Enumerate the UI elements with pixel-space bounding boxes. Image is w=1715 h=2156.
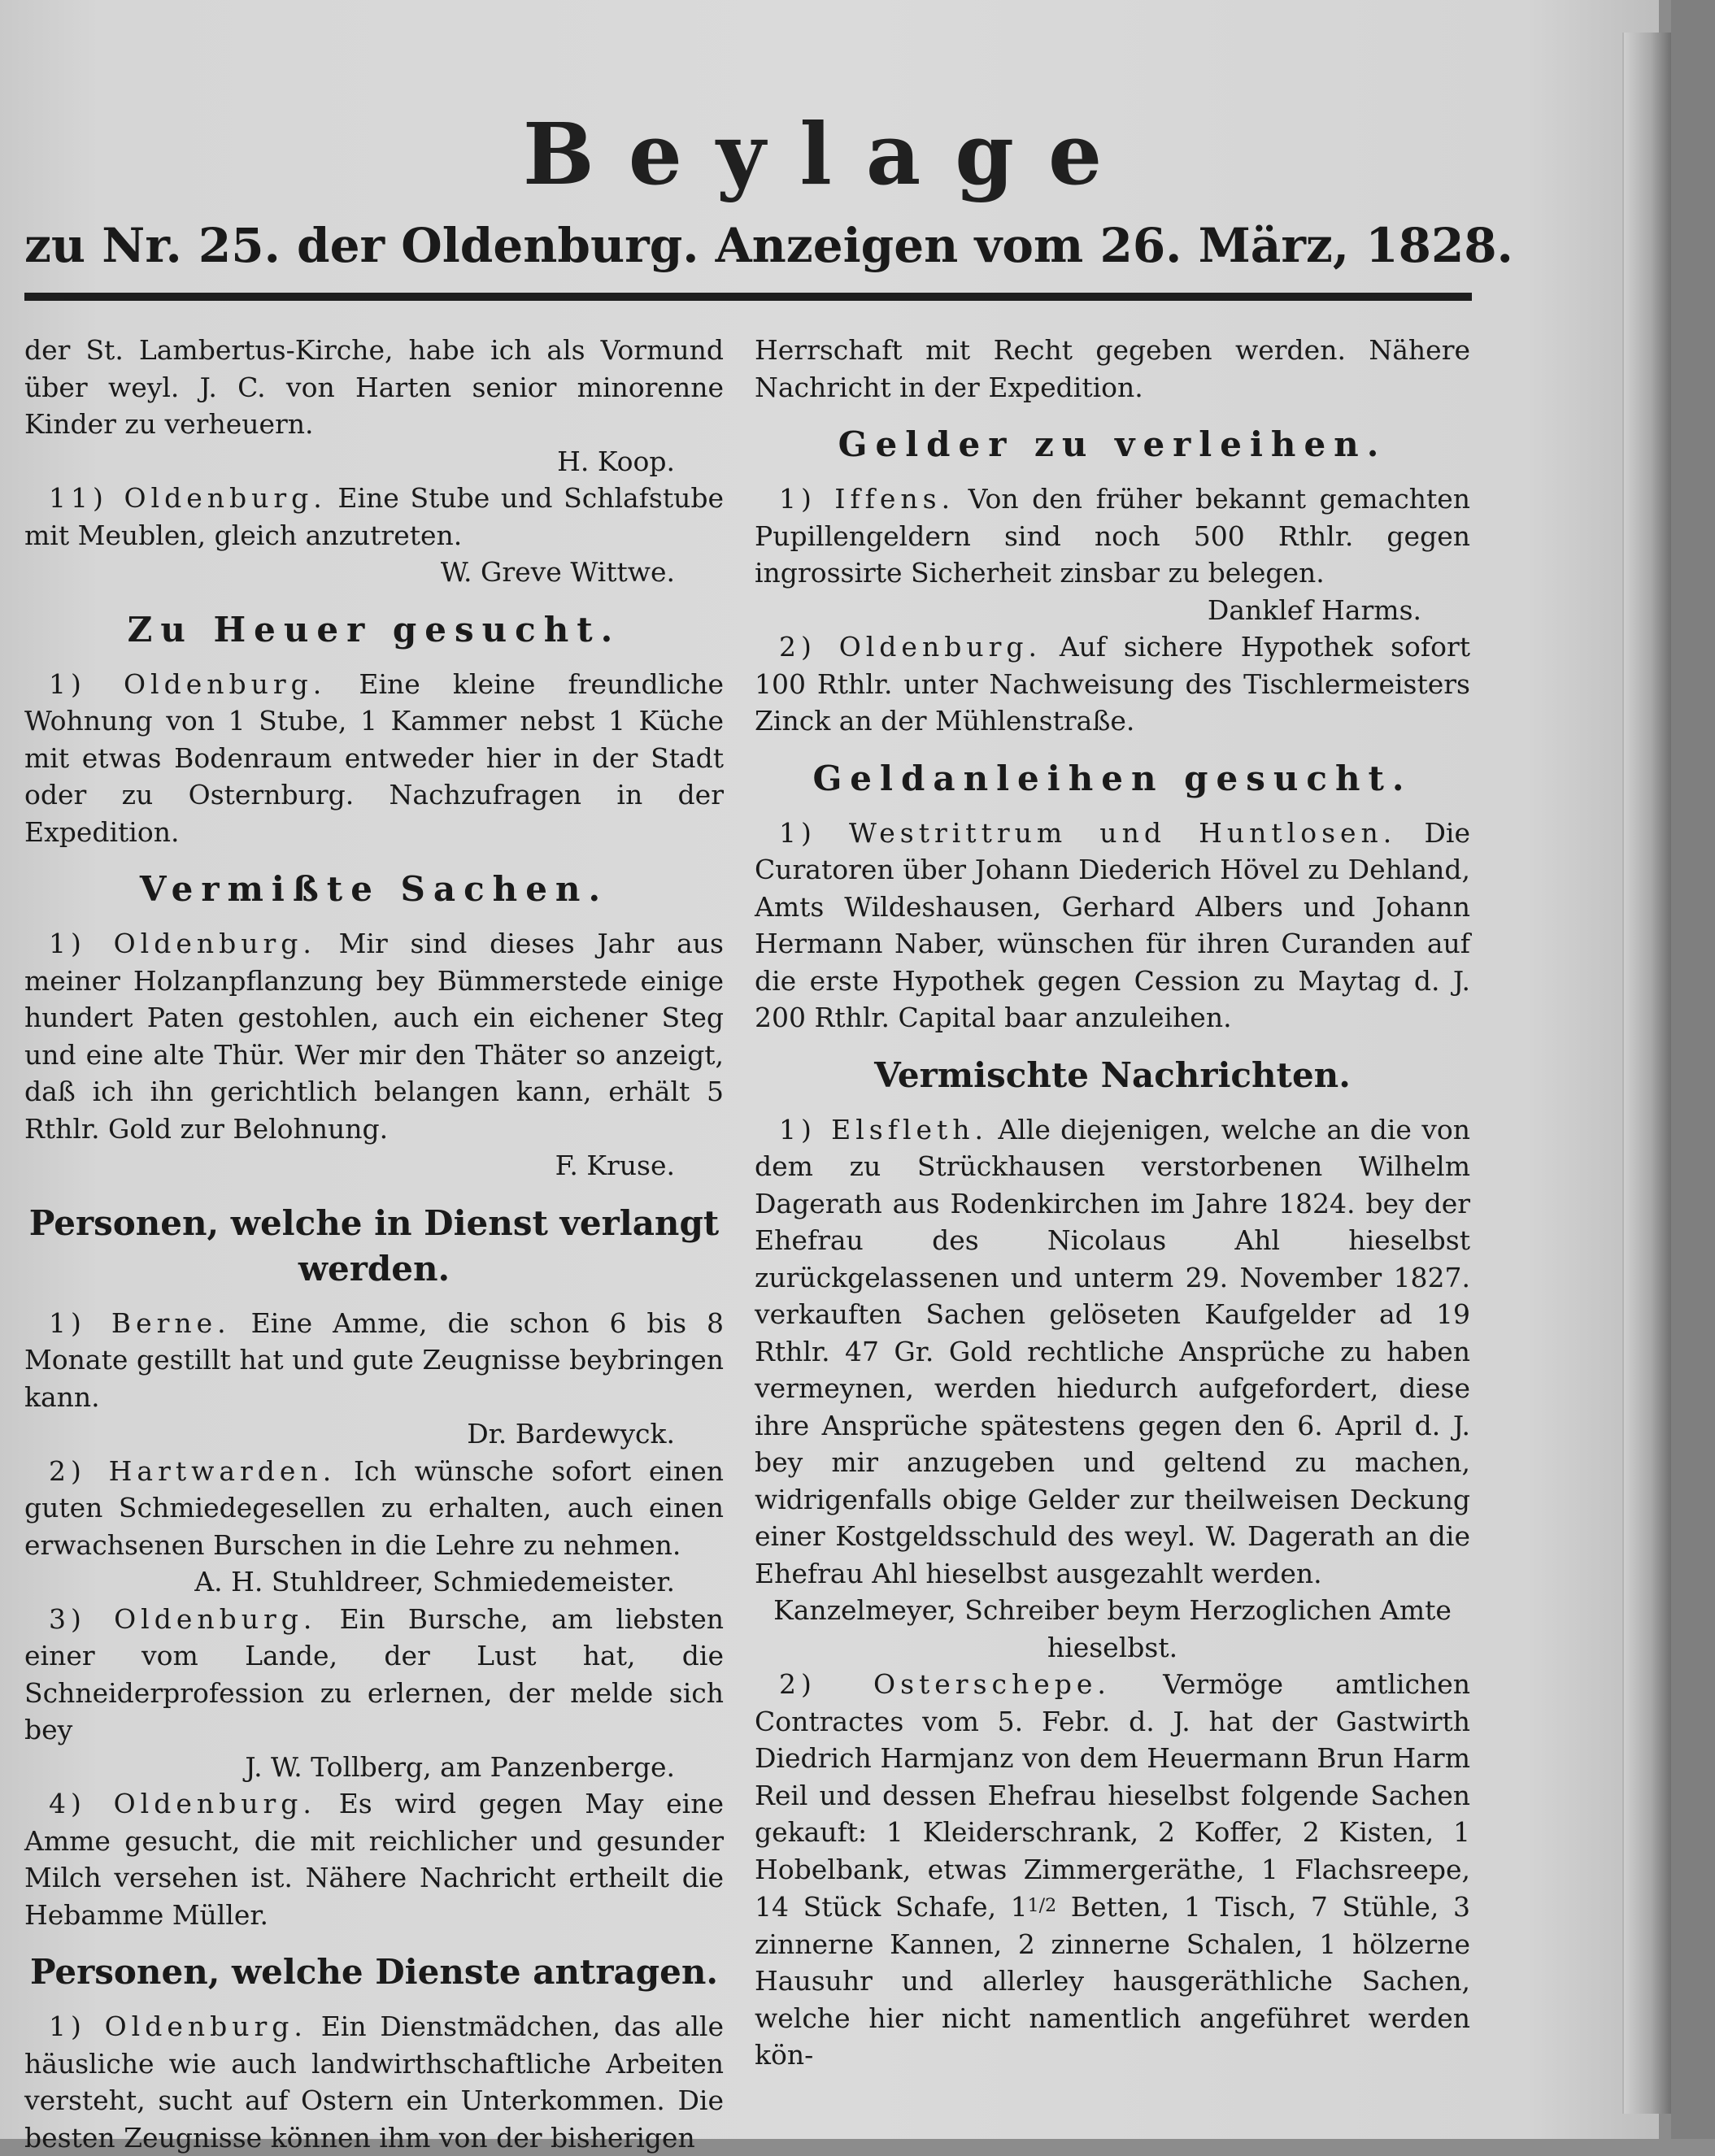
- right-column: [755, 332, 1470, 2074]
- signature: H. Koop.: [557, 445, 675, 477]
- article-item: [24, 666, 724, 851]
- signature: A. H. Stuhldreer, Schmiedemeister.: [194, 1566, 675, 1597]
- article-item: [755, 1666, 1470, 2074]
- masthead-issue: zu Nr. 25. der Oldenburg. Anzeigen vom: [24, 218, 1084, 273]
- article-item: [24, 1453, 724, 1564]
- article-continuation: der St. Lambertus-Kirche, habe ich als Vormund über weyl. J. C. von Harten senior minorenne Kinder zu verheuern.: [24, 334, 724, 440]
- article-item: [24, 480, 724, 554]
- item-text: Eine kleine freundliche Wohnung von 1 Stube, 1 Kammer nebst 1 Küche mit etwas Bodenraum entweder hier in der Stadt oder zu Osternburg. Nachzufragen in der Expedition.: [24, 667, 724, 848]
- section-heading-dienste-antragen: Personen, welche Dienste antragen.: [29, 1952, 719, 1992]
- article-continuation: Herrschaft mit Recht gegeben werden. Nähere Nachricht in der Expedition.: [755, 334, 1470, 403]
- item-text: Ein Bursche, am liebsten einer vom Lande, der Lust hat, die Schneiderprofession zu erlernen, der melde sich bey: [24, 1602, 724, 1745]
- item-text: Es wird gegen May eine Amme gesucht, die mit reichlicher und gesunder Milch versehen ist. Nähere Nachricht ertheilt die Hebamme Müller.: [24, 1788, 724, 1931]
- article-item: [755, 815, 1470, 1037]
- section-heading-zu-heuer: Zu Heuer gesucht.: [127, 609, 621, 650]
- article-item: [24, 925, 724, 1147]
- item-lead: 4) Oldenburg.: [49, 1788, 316, 1819]
- item-lead: 11) Oldenburg.: [49, 482, 327, 514]
- signature: F. Kruse.: [555, 1150, 675, 1181]
- section-heading-geldanleihen: Geldanleihen gesucht.: [812, 758, 1412, 798]
- item-text: Auf sichere Hypothek sofort 100 Rthlr. unter Nachweisung des Tischlermeisters Zinck an der Mühlenstraße.: [755, 631, 1470, 737]
- item-text: Alle diejenigen, welche an die von dem zu Strückhausen verstorbenen Wilhelm Dagerath aus Rodenkirchen im Jahre 1824. bey der Ehefrau des Nicolaus Ahl hieselbst zurückgelassenen und unterm 29. November 1827. verkauften Sachen gelöseten Kaufgelder ad 19 Rthlr. 47 Gr. Gold rechtliche Ansprüche zu haben vermeynen, werden hiedurch aufgefordert, diese ihre Ansprüche spätestens gegen den 6. April d. J. bey mir anzugeben und geltend zu machen, widrigenfalls obige Gelder zur theilweisen Deckung einer Kostgeldsschuld des weyl. W. Dagerath an die Ehefrau Ahl hieselbst ausgezahlt werden.: [755, 1113, 1471, 1589]
- item-lead: 2) Oldenburg.: [779, 631, 1042, 663]
- item-lead: 1) Oldenburg.: [49, 2010, 307, 2042]
- article-item: [24, 1785, 724, 1933]
- section-heading-vermisste-sachen: Vermißte Sachen.: [139, 869, 609, 909]
- item-text: Eine Stube und Schlafstube mit Meublen, gleich anzutreten.: [24, 482, 724, 551]
- item-lead: 2) Osterschepe.: [779, 1668, 1111, 1700]
- signature: Danklef Harms.: [1207, 593, 1421, 626]
- article-item: [24, 1601, 724, 1749]
- item-lead: 1) Elsfleth.: [779, 1113, 989, 1145]
- section-heading-vermischte-nachrichten: Vermischte Nachrichten.: [874, 1054, 1351, 1095]
- left-column: [24, 332, 724, 2156]
- masthead-rule: [24, 293, 1472, 301]
- item-lead: 3) Oldenburg.: [49, 1602, 317, 1635]
- masthead-date: 26. März, 1828.: [1099, 218, 1513, 273]
- signature: Kanzelmeyer, Schreiber beym Herzoglichen Amte hieselbst.: [773, 1594, 1452, 1663]
- item-lead: 1) Oldenburg.: [49, 667, 327, 700]
- page-binding-shadow: [1622, 33, 1673, 2114]
- item-text: Von den früher bekannt gemachten Pupillengeldern sind noch 500 Rthlr. gegen ingrossirte Sicherheit zinsbar zu belegen.: [755, 483, 1470, 589]
- item-lead: 1) Berne.: [49, 1306, 231, 1339]
- signature: Dr. Bardewyck.: [467, 1418, 675, 1450]
- item-lead: 2) Hartwarden.: [49, 1454, 337, 1487]
- item-lead: 1) Oldenburg.: [49, 928, 316, 959]
- masthead-title: Beylage: [522, 104, 1137, 204]
- item-lead: 1) Iffens.: [779, 483, 955, 515]
- section-heading-gelder-zu-verleihen: Gelder zu verleihen.: [838, 424, 1387, 464]
- item-text: Ein Dienstmädchen, das alle häusliche wie auch landwirthschaftliche Arbeiten versteht, sucht auf Ostern ein Unterkommen. Die besten Zeugnisse können ihm von der bisherigen: [24, 2010, 724, 2154]
- article-item: [24, 2008, 724, 2156]
- item-lead: 1) Westrittrum und Huntlosen.: [779, 816, 1397, 849]
- item-text: Mir sind dieses Jahr aus meiner Holzanpflanzung bey Bümmerstede einige hundert Paten gestohlen, auch ein eichener Steg und eine alte Thür. Wer mir den Thäter so anzeigt, daß ich ihn gerichtlich belangen kann, erhält 5 Rthlr. Gold zur Belohnung.: [24, 928, 724, 1145]
- item-text: Vermöge amtlichen Contractes vom 5. Febr. d. J. hat der Gastwirth Diedrich Harmjanz von dem Heuermann Brun Harm Reil und dessen Ehefrau hieselbst folgende Sachen gekauft: 1 Kleiderschrank, 2 Koffer, 2 Kisten, 1 Hobelbank, etwas Zimmergeräthe, 1 Flachsreepe, 14 Stück Schafe, 1: [755, 1668, 1470, 1923]
- signature: W. Greve Wittwe.: [440, 556, 675, 588]
- article-item: [24, 1305, 724, 1416]
- item-text: Ich wünsche sofort einen guten Schmiedegesellen zu erhalten, auch einen erwachsenen Burschen in die Lehre zu nehmen.: [24, 1454, 725, 1561]
- scan-background-edge: [1671, 0, 1715, 2139]
- article-item: [755, 1111, 1470, 1593]
- item-text: Eine Amme, die schon 6 bis 8 Monate gestillt hat und gute Zeugnisse beybringen kann.: [24, 1306, 725, 1413]
- article-item: [755, 628, 1470, 740]
- section-heading-dienst-verlangt: Personen, welche in Dienst verlangt werden.: [28, 1202, 720, 1289]
- item-text: Betten, 1 Tisch, 7 Stühle, 3 zinnerne Kannen, 2 zinnerne Schalen, 1 hölzerne Hausuhr und allerley hausgeräthliche Sachen, welche hier nicht namentlich angeführet werden kön-: [755, 1891, 1470, 2071]
- signature: J. W. Tollberg, am Panzenberge.: [245, 1750, 675, 1783]
- item-text: Die Curatoren über Johann Diederich Hövel zu Dehland, Amts Wildeshausen, Gerhard Albers und Johann Hermann Naber, wünschen für ihren Curanden auf die erste Hypothek gegen Cession zu Maytag d. J. 200 Rthlr. Capital baar anzuleihen.: [755, 816, 1470, 1033]
- fraction: 1/2: [1027, 1896, 1057, 1916]
- masthead-subtitle: [24, 213, 1513, 278]
- article-item: [755, 480, 1470, 592]
